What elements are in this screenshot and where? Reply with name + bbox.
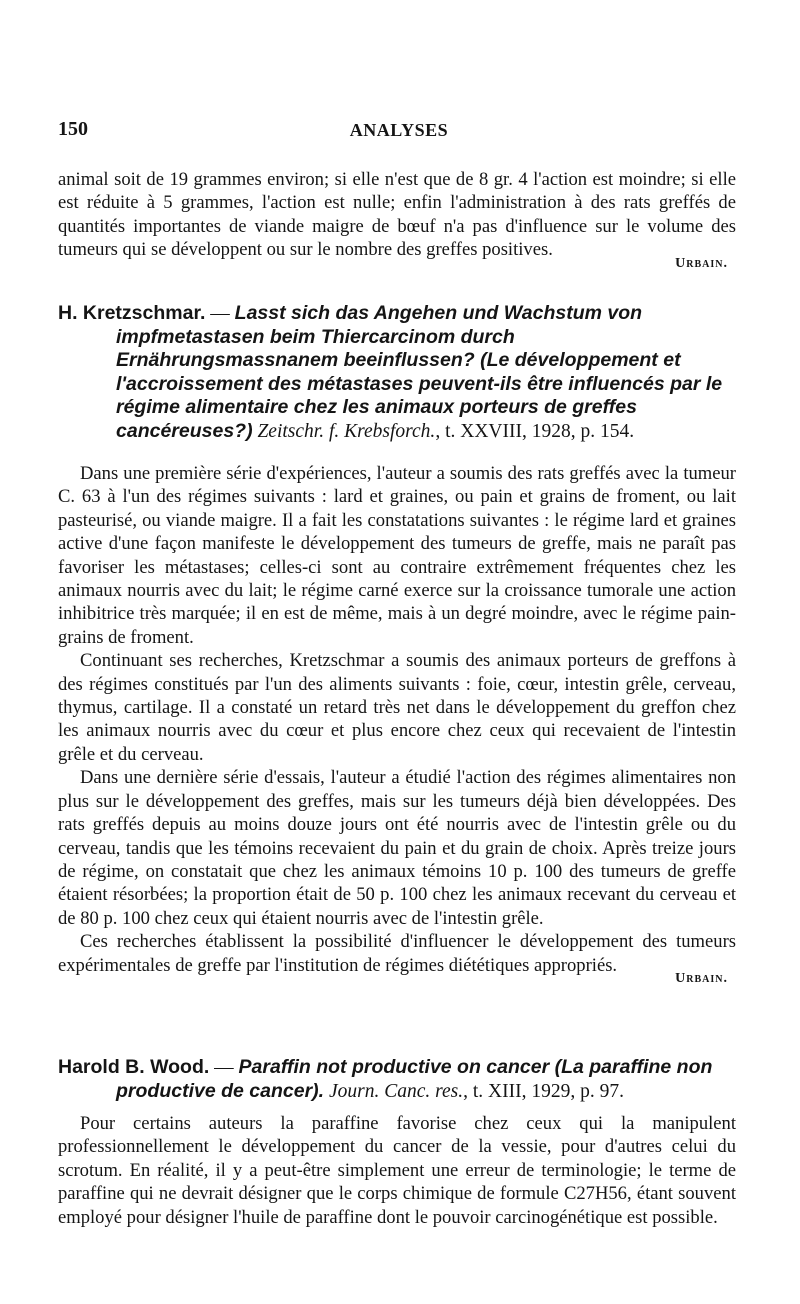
paragraph: Ces recherches établissent la possibilité d'influencer le développement des tumeurs expérimentales de greffe par l'institution de régimes diététiques appropriés. (58, 931, 736, 976)
signature: Urbain. (675, 255, 728, 271)
dash: — (209, 1057, 239, 1078)
author: Harold B. Wood. (58, 1056, 210, 1078)
citation: , t. XIII, 1929, p. 97. (463, 1080, 624, 1102)
page-header (58, 118, 740, 148)
continuation-paragraph: animal soit de 19 grammes environ; si elle n'est que de 8 gr. 4 l'action est moindre; si elle est réduite à 5 grammes, l'action est nulle; enfin l'administration à des rats greffés de quantités importantes de viande maigre de bœuf n'a pas d'influence sur le volume des tumeurs qui se développent ou sur le nombre des greffes positives. (58, 169, 736, 261)
article-heading (58, 1056, 738, 1103)
article-2-body (58, 1112, 736, 1229)
citation: , t. XXVIII, 1928, p. 154. (435, 420, 635, 442)
paragraph: Continuant ses recherches, Kretzschmar a soumis des animaux porteurs de greffons à des régimes constitués par l'un des aliments suivants : foie, cœur, intestin grêle, cerveau, thymus, cartilage. Il a constaté un retard très net dans le développement du greffon chez les animaux nourris avec du cœur et plus encore chez ceux qui recevaient de l'intestin grêle et du cerveau. (58, 650, 736, 765)
journal: Zeitschr. f. Krebsforch. (252, 420, 436, 442)
translated-title: (La paraffine non productive de cancer). (116, 1056, 713, 1102)
journal: Journ. Canc. res. (324, 1080, 464, 1102)
paragraph: Dans une dernière série d'essais, l'auteur a étudié l'action des régimes alimentaires non plus sur le développement des greffes, mais sur les tumeurs déjà bien développées. Des rats greffés depuis au moins douze jours ont été nourris avec de l'intestin grêle ou du cerveau, tandis que les témoins recevaient du pain et du grain de choix. Après treize jours de régime, on constatait que chez les animaux témoins 10 p. 100 des tumeurs de greffe étaient résorbées; la proportion était de 50 p. 100 chez les animaux recevant du cerveau et de 80 p. 100 chez ceux qui étaient nourris avec de l'intestin grêle. (58, 767, 736, 929)
article-heading (58, 302, 738, 443)
signature: Urbain. (675, 970, 728, 986)
paragraph: Pour certains auteurs la paraffine favorise chez ceux qui la manipulent professionnellement le développement du cancer de la vessie, pour d'autres celui du scrotum. En réalité, il y a peut-être simplement une erreur de terminologie; le terme de paraffine qui ne devrait désigner que le corps chimique de formule C27H56, étant souvent employé pour désigner l'huile de paraffine dont le pouvoir carcinogénétique est possible. (58, 1113, 736, 1228)
original-title: Paraffin not productive on cancer (238, 1056, 550, 1078)
article-1 (58, 302, 738, 443)
dash: — (205, 303, 235, 324)
author: H. Kretzschmar. (58, 302, 206, 324)
translated-title: (Le développement et l'accroissement des métastases peuvent-ils être influencés par le régime alimentaire chez les animaux porteurs de greffes cancéreuses?) (116, 349, 723, 442)
page-number: 150 (58, 118, 88, 140)
original-title: Lasst sich das Angehen und Wachstum von impfmetastasen beim Thiercarcinom durch Ernährungsmassnanem beeinflussen? (116, 302, 643, 371)
paragraph: Dans une première série d'expériences, l'auteur a soumis des rats greffés avec la tumeur C. 63 à l'un des régimes suivants : lard et graines, ou pain et grains de froment, ou lait pasteurisé, ou viande maigre. Il a fait les constatations suivantes : le régime lard et graines active d'une façon manifeste le développement des tumeurs de greffe, mais ne paraît pas favoriser les métastases; celles-ci sont au contraire extrêmement fréquentes chez les animaux nourris avec du lait; le régime carné exerce sur la croissance tumorale une action inhibitrice très marquée; il en est de même, mais à un degré moindre, avec le régime pain-grains de froment. (58, 463, 736, 648)
running-head: ANALYSES (349, 120, 449, 140)
article-2 (58, 1056, 738, 1103)
article-1-body (58, 462, 736, 987)
continuation-block (58, 168, 736, 272)
